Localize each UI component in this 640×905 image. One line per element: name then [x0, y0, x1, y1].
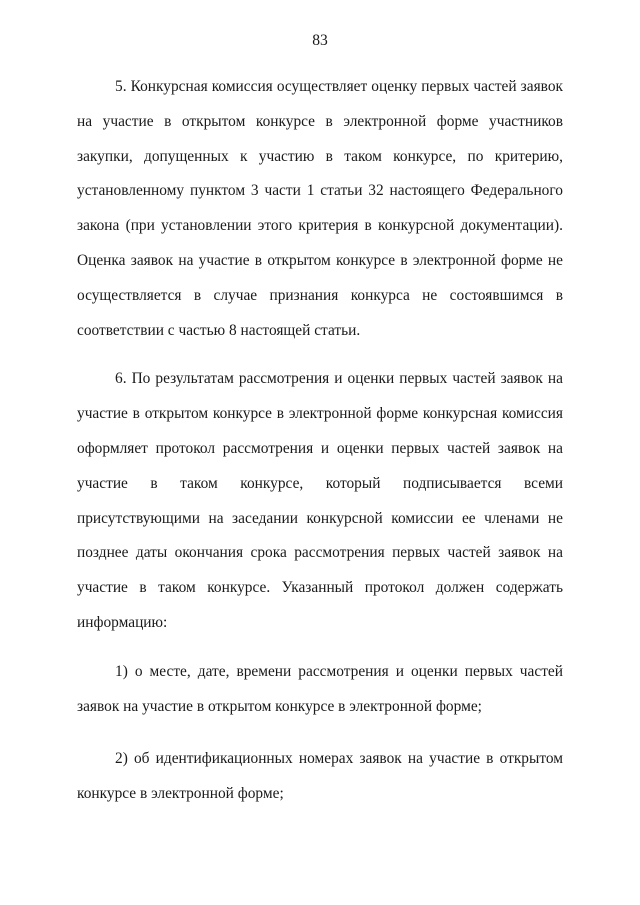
list-item-1: 1) о месте, дате, времени рассмотрения и оценки первых частей заявок на участие в открытом конкурсе в электронной форме;: [77, 662, 563, 715]
list-item-2: 2) об идентификационных номерах заявок на участие в открытом конкурсе в электронной форме;: [77, 750, 563, 803]
paragraph-6: 6. По результатам рассмотрения и оценки первых частей заявок на участие в открытом конкурсе в электронной форме конкурсная комиссия оформляет протокол рассмотрения и оценки первых частей заявок на участие в таком конкурсе, который подписывается всеми присутствующими на заседании конкурсной комиссии ее членами не позднее даты окончания срока рассмотрения первых частей заявок на участие в таком конкурсе. Указанный протокол должен содержать информацию:: [77, 370, 563, 631]
document-body: [77, 70, 563, 830]
page-number: 83: [312, 32, 328, 49]
paragraph-5: 5. Конкурсная комиссия осуществляет оценку первых частей заявок на участие в открытом конкурсе в электронной форме участников закупки, допущенных к участию в таком конкурсе, по критерию, установленному пунктом 3 части 1 статьи 32 настоящего Федерального закона (при установлении этого критерия в конкурсной документации). Оценка заявок на участие в открытом конкурсе в электронной форме не осуществляется в случае признания конкурса не состоявшимся в соответствии с частью 8 настоящей статьи.: [77, 78, 563, 339]
